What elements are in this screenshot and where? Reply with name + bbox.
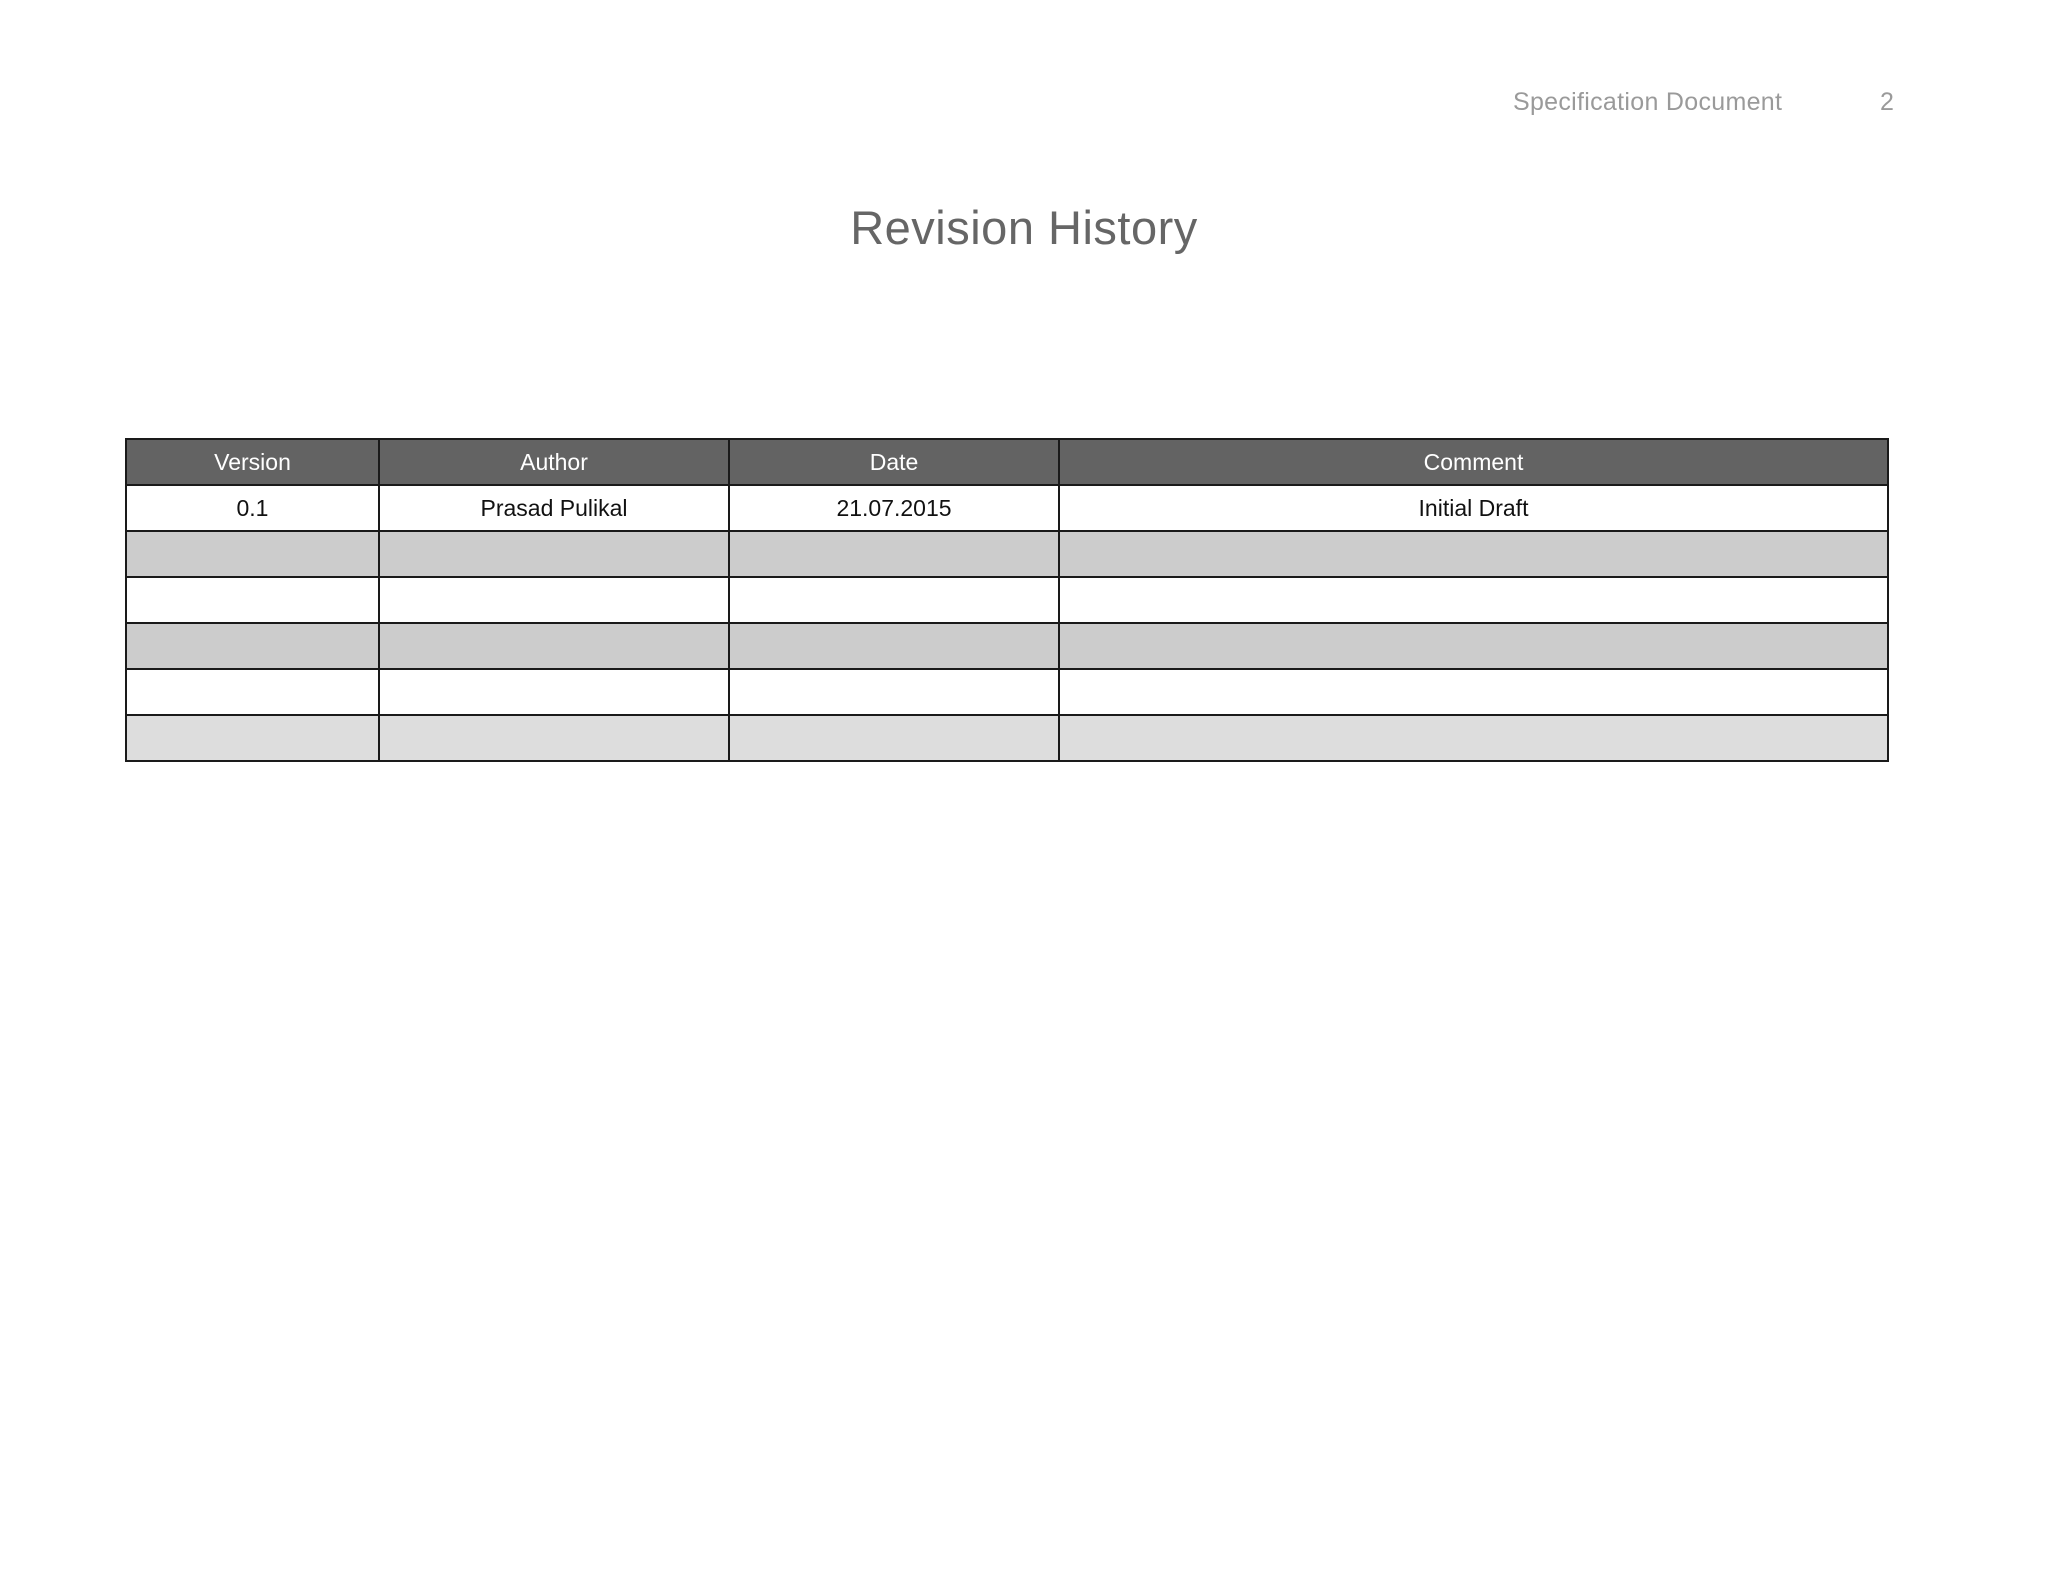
column-header-comment: Comment bbox=[1059, 439, 1888, 485]
header-doc-title: Specification Document bbox=[1513, 88, 1783, 116]
table-header-row bbox=[126, 439, 1888, 485]
cell-author bbox=[379, 623, 729, 669]
column-header-date: Date bbox=[729, 439, 1059, 485]
cell-date bbox=[729, 715, 1059, 761]
cell-date bbox=[729, 577, 1059, 623]
cell-version: 0.1 bbox=[126, 485, 379, 531]
cell-author bbox=[379, 577, 729, 623]
cell-author: Prasad Pulikal bbox=[379, 485, 729, 531]
cell-date bbox=[729, 623, 1059, 669]
table-row bbox=[126, 531, 1888, 577]
table-row bbox=[126, 623, 1888, 669]
cell-date bbox=[729, 669, 1059, 715]
column-header-author: Author bbox=[379, 439, 729, 485]
cell-author bbox=[379, 669, 729, 715]
cell-comment bbox=[1059, 669, 1888, 715]
column-header-version: Version bbox=[126, 439, 379, 485]
revision-history-table bbox=[125, 438, 1889, 762]
cell-date: 21.07.2015 bbox=[729, 485, 1059, 531]
table-row bbox=[126, 485, 1888, 531]
cell-version bbox=[126, 715, 379, 761]
table-row bbox=[126, 669, 1888, 715]
cell-date bbox=[729, 531, 1059, 577]
cell-author bbox=[379, 715, 729, 761]
page-title: Revision History bbox=[850, 201, 1198, 254]
cell-version bbox=[126, 623, 379, 669]
cell-comment bbox=[1059, 623, 1888, 669]
cell-version bbox=[126, 531, 379, 577]
cell-comment: Initial Draft bbox=[1059, 485, 1888, 531]
cell-author bbox=[379, 531, 729, 577]
table-row bbox=[126, 715, 1888, 761]
cell-comment bbox=[1059, 531, 1888, 577]
header-page-number: 2 bbox=[1880, 88, 1894, 116]
cell-version bbox=[126, 577, 379, 623]
cell-version bbox=[126, 669, 379, 715]
cell-comment bbox=[1059, 577, 1888, 623]
table-row bbox=[126, 577, 1888, 623]
page-header bbox=[0, 88, 2048, 128]
cell-comment bbox=[1059, 715, 1888, 761]
